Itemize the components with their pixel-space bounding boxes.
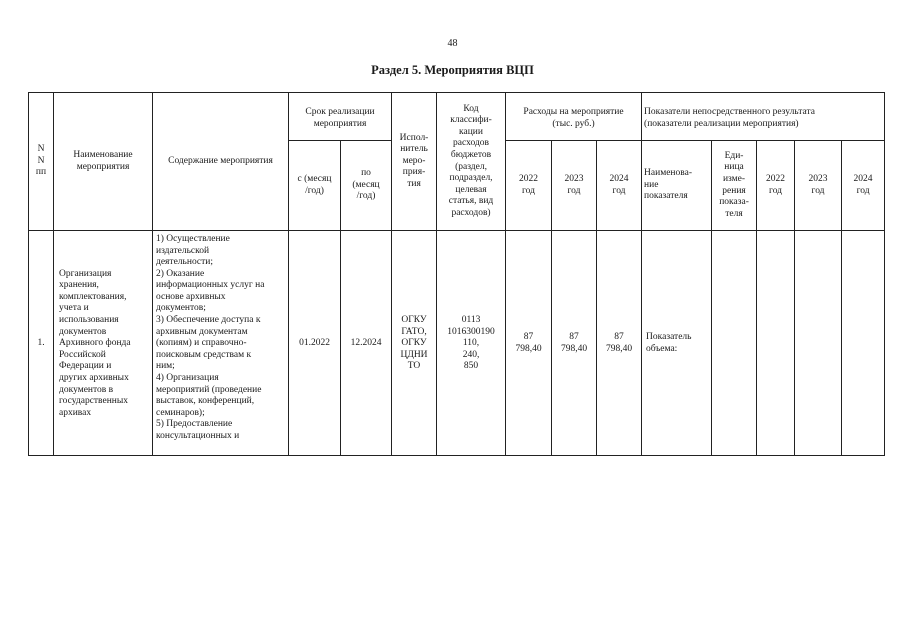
- header-exp-2022: 2022 год: [506, 141, 552, 231]
- header-exp-2023: 2023 год: [552, 141, 597, 231]
- row-ind-2022: [757, 231, 795, 456]
- header-ind-2024: 2024 год: [842, 141, 885, 231]
- header-term-to: по (месяц /год): [341, 141, 392, 231]
- row-indicator-unit: [712, 231, 757, 456]
- row-indicator-name: Показатель объема:: [642, 231, 712, 456]
- header-code: Код классифи- кации расходов бюджетов (раздел, подраздел, целевая статья, вид расходов): [437, 93, 506, 231]
- header-indicator-unit: Еди- ница изме- рения показа- теля: [712, 141, 757, 231]
- row-num: 1.: [29, 231, 54, 456]
- header-name: Наименование мероприятия: [54, 93, 153, 231]
- row-code: 0113 1016300190 110, 240, 850: [437, 231, 506, 456]
- section-title: Раздел 5. Мероприятия ВЦП: [371, 63, 534, 77]
- row-to: 12.2024: [341, 231, 392, 456]
- header-ind-2022: 2022 год: [757, 141, 795, 231]
- header-row-1: [29, 93, 885, 141]
- row-name: Организация хранения, комплектования, учета и использования документов Архивного фонда Российской Федерации и других архивных документов в государственных архивах: [54, 231, 153, 456]
- row-exp-2024: 87 798,40: [597, 231, 642, 456]
- header-num: N N пп: [29, 93, 54, 231]
- header-ind-2023: 2023 год: [795, 141, 842, 231]
- table-row: [29, 231, 885, 456]
- header-term-group: Срок реализации мероприятия: [289, 93, 392, 141]
- row-ind-2023: [795, 231, 842, 456]
- header-indicators-group: Показатели непосредственного результата (показатели реализации мероприятия): [642, 93, 885, 141]
- header-executor: Испол- нитель меро- прия- тия: [392, 93, 437, 231]
- header-exp-2024: 2024 год: [597, 141, 642, 231]
- row-executor: ОГКУ ГАТО, ОГКУ ЦДНИ ТО: [392, 231, 437, 456]
- header-indicator-name: Наименова- ние показателя: [642, 141, 712, 231]
- row-ind-2024: [842, 231, 885, 456]
- row-exp-2022: 87 798,40: [506, 231, 552, 456]
- page-number: 48: [447, 38, 458, 49]
- header-term-from: с (месяц /год): [289, 141, 341, 231]
- header-expense-group: Расходы на мероприятие (тыс. руб.): [506, 93, 642, 141]
- row-content: 1) Осуществление издательской деятельности; 2) Оказание информационных услуг на основе архивных документов; 3) Обеспечение доступа к архивным документам (копиям) и справочно- поисковым средствам к ним; 4) Организация мероприятий (проведение выставок, конференций, семинаров); 5) Предоставление консультационных и: [153, 231, 289, 456]
- header-content: Содержание мероприятия: [153, 93, 289, 231]
- row-exp-2023: 87 798,40: [552, 231, 597, 456]
- row-from: 01.2022: [289, 231, 341, 456]
- activities-table: [28, 92, 885, 456]
